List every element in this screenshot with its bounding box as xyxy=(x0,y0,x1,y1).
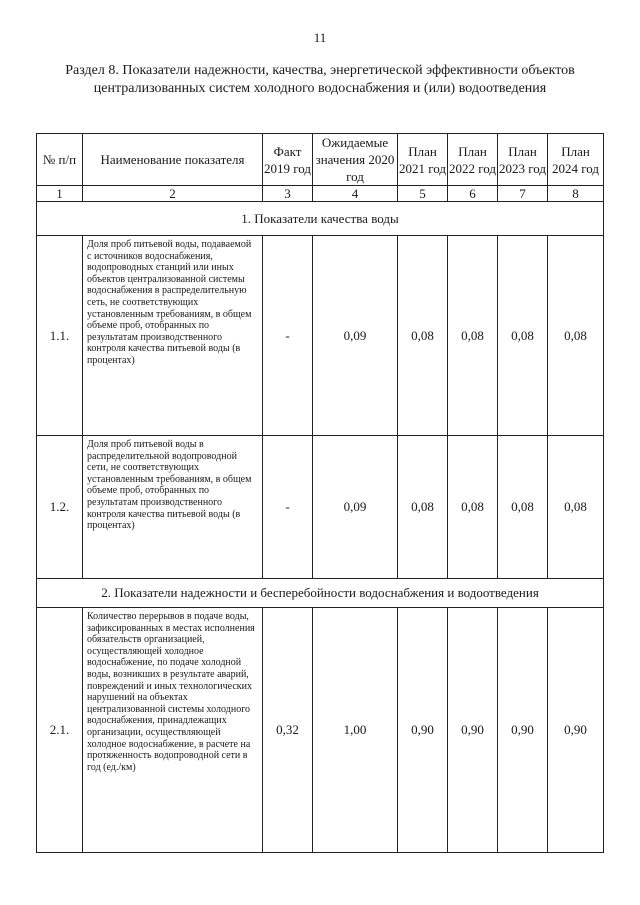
row-plan-2022: 0,08 xyxy=(448,236,498,436)
column-number-cell: 1 xyxy=(37,186,83,202)
row-plan-2024: 0,08 xyxy=(548,236,604,436)
row-plan-2021: 0,90 xyxy=(398,608,448,853)
row-expected-2020: 0,09 xyxy=(313,236,398,436)
header-cell-number: № п/п xyxy=(37,134,83,186)
row-indicator-name: Доля проб питьевой воды в распределительной водопроводной сети, не соответствующих установленным требованиям, в общем объеме проб, отобранных по результатам производственного контроля качества питьевой воды (в процентах) xyxy=(83,436,263,579)
column-number-cell: 4 xyxy=(313,186,398,202)
group-title: 1. Показатели качества воды xyxy=(37,202,604,236)
header-cell-plan-2023: План 2023 год xyxy=(498,134,548,186)
column-number-row xyxy=(37,186,604,202)
group-row-reliability xyxy=(37,579,604,608)
row-plan-2021: 0,08 xyxy=(398,236,448,436)
page-number: 11 xyxy=(313,30,327,45)
group-title: 2. Показатели надежности и бесперебойности водоснабжения и водоотведения xyxy=(37,579,604,608)
header-cell-plan-2021: План 2021 год xyxy=(398,134,448,186)
row-plan-2024: 0,08 xyxy=(548,436,604,579)
section-title: Раздел 8. Показатели надежности, качества, энергетической эффективности объектов централизованных систем холодного водоснабжения и (или) водоотведения xyxy=(65,63,575,96)
row-plan-2022: 0,08 xyxy=(448,436,498,579)
row-plan-2021: 0,08 xyxy=(398,436,448,579)
column-number-cell: 5 xyxy=(398,186,448,202)
row-fact-2019: 0,32 xyxy=(263,608,313,853)
row-id: 1.1. xyxy=(37,236,83,436)
header-cell-name: Наименование показателя xyxy=(83,134,263,186)
row-plan-2023: 0,90 xyxy=(498,608,548,853)
column-number-cell: 8 xyxy=(548,186,604,202)
header-cell-expected-2020: Ожидаемые значения 2020 год xyxy=(313,134,398,186)
row-plan-2024: 0,90 xyxy=(548,608,604,853)
header-cell-fact-2019: Факт 2019 год xyxy=(263,134,313,186)
row-id: 1.2. xyxy=(37,436,83,579)
column-number-cell: 6 xyxy=(448,186,498,202)
row-plan-2022: 0,90 xyxy=(448,608,498,853)
table-header-row xyxy=(37,134,604,186)
header-cell-plan-2024: План 2024 год xyxy=(548,134,604,186)
column-number-cell: 7 xyxy=(498,186,548,202)
row-fact-2019: - xyxy=(263,236,313,436)
row-indicator-name: Доля проб питьевой воды, подаваемой с источников водоснабжения, водопроводных станций или иных объектов централизованной системы водоснабжения в распределительную сеть, не соответствующих установленным требованиям, в общем объеме проб, отобранных по результатам производственного контроля качества питьевой воды (в процентах) xyxy=(83,236,263,436)
row-id: 2.1. xyxy=(37,608,83,853)
row-indicator-name: Количество перерывов в подаче воды, зафиксированных в местах исполнения обязательств организацией, осуществляющей холодное водоснабжение, по подаче холодной воды, возникших в результате аварий, повреждений и иных технологических нарушений на объектах централизованной системы холодного водоснабжения, принадлежащих организации, осуществляющей холодное водоснабжение, в расчете на протяженность водопроводной сети в год (ед./км) xyxy=(83,608,263,853)
row-plan-2023: 0,08 xyxy=(498,436,548,579)
row-expected-2020: 0,09 xyxy=(313,436,398,579)
table-row xyxy=(37,436,604,579)
row-expected-2020: 1,00 xyxy=(313,608,398,853)
row-plan-2023: 0,08 xyxy=(498,236,548,436)
row-fact-2019: - xyxy=(263,436,313,579)
header-cell-plan-2022: План 2022 год xyxy=(448,134,498,186)
column-number-cell: 2 xyxy=(83,186,263,202)
table-row xyxy=(37,236,604,436)
column-number-cell: 3 xyxy=(263,186,313,202)
table-row xyxy=(37,608,604,853)
indicators-table xyxy=(36,133,604,853)
group-row-water-quality xyxy=(37,202,604,236)
